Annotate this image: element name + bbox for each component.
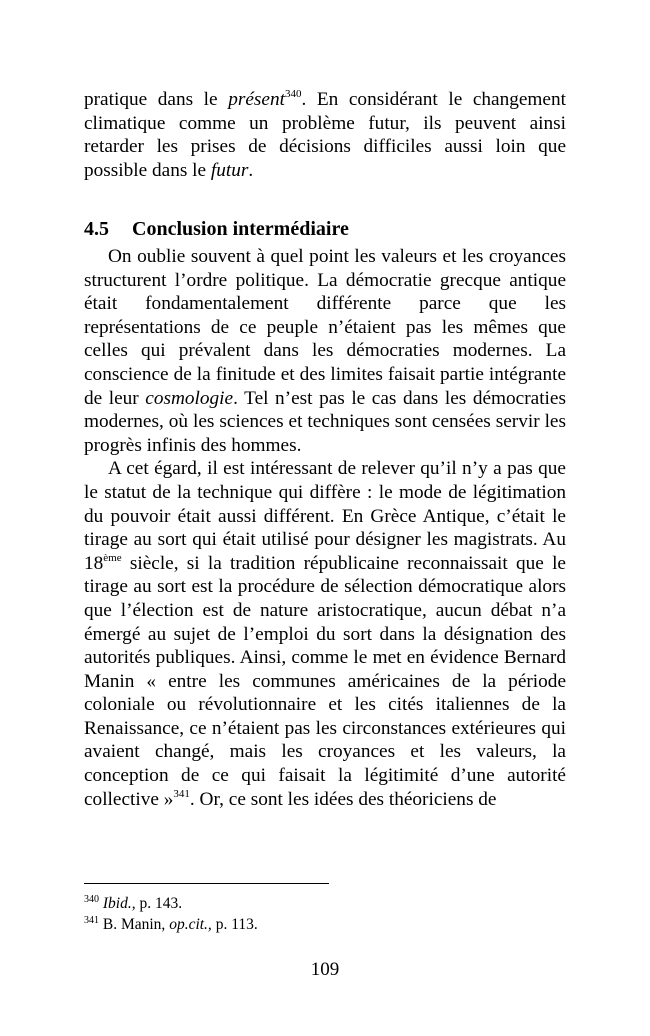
paragraph-1-text-b: . Tel n’est pas le cas dans les démocraties modernes, où les sciences et techniques sont censées servir les progrès infinis des hommes. bbox=[84, 387, 566, 456]
paragraph-1-emphasis: cosmologie bbox=[145, 387, 234, 409]
footnote-divider bbox=[84, 883, 329, 884]
paragraph-1-text-a: On oublie souvent à quel point les valeurs et les croyances structurent l’ordre politique. La démocratie grecque antique était fondamentalement différente parce que les représentations de ce peuple n’étaient pas les mêmes que celles qui prévalent dans les démocraties modernes. La conscience de la finitude et des limites faisait partie intégrante de leur bbox=[84, 246, 566, 409]
paragraph-2-text-a: A cet égard, il est intéressant de relever qu’il n’y a pas que le statut de la technique qui diffère : le mode de légitimation du pouvoir était aussi différent. En Grèce Antique, c’était le tirage au sort qui était utilisé pour désigner les magistrats. Au 18 bbox=[84, 458, 566, 574]
intro-text-1: pratique dans le bbox=[84, 89, 229, 110]
section-number: 4.5 bbox=[84, 218, 109, 240]
footnote-author: B. Manin, bbox=[99, 916, 170, 933]
page-number: 109 bbox=[310, 959, 340, 980]
paragraph-1 bbox=[84, 245, 566, 457]
footnote-text: p. 113. bbox=[211, 916, 258, 933]
footnotes bbox=[84, 893, 566, 935]
footnote-emphasis: op.cit., bbox=[169, 916, 212, 933]
body-text bbox=[84, 245, 566, 811]
footnote-ref-340[interactable]: 340 bbox=[284, 88, 302, 100]
intro-text-3: . bbox=[248, 159, 254, 181]
ordinal-superscript: ème bbox=[103, 551, 122, 564]
footnote-emphasis: Ibid., bbox=[102, 895, 136, 912]
intro-emphasis-futur: futur bbox=[210, 159, 249, 181]
footnote-number: 341 bbox=[84, 915, 99, 926]
footnote-340 bbox=[84, 893, 566, 914]
footnote-ref-341[interactable]: 341 bbox=[173, 787, 190, 800]
section-heading bbox=[84, 217, 349, 241]
paragraph-2 bbox=[84, 457, 566, 811]
paragraph-2-text-b: siècle, si la tradition républicaine reconnaissait que le tirage au sort est la procédure de sélection démocratique alors que l’élection est de nature aristocratique, aucun débat n’a émergé au sujet de l’emploi du sort dans la désignation des autorités publiques. Ainsi, comme le met en évidence Bernard Manin « entre les communes américaines de la période coloniale ou révolutionnaire et les cités italiennes de la Renaissance, ce n’étaient pas les circonstances extérieures qui avaient changé, mais les croyances et les valeurs, la conception de ce qui faisait la légitimité d’une autorité collective » bbox=[84, 552, 566, 810]
paragraph-2-text-c: . Or, ce sont les idées des théoriciens de bbox=[189, 788, 497, 810]
intro-emphasis-present: présent bbox=[228, 89, 285, 110]
intro-text-2: . En considérant le changement climatique comme un problème futur, ils peuvent ainsi retarder les prises de décisions difficiles aussi loin que possible dans le bbox=[84, 89, 566, 181]
footnote-341 bbox=[84, 914, 566, 935]
intro-paragraph bbox=[84, 88, 566, 182]
footnote-text: p. 143. bbox=[135, 895, 183, 912]
section-title: Conclusion intermédiaire bbox=[132, 218, 349, 240]
footnote-number: 340 bbox=[84, 894, 99, 905]
